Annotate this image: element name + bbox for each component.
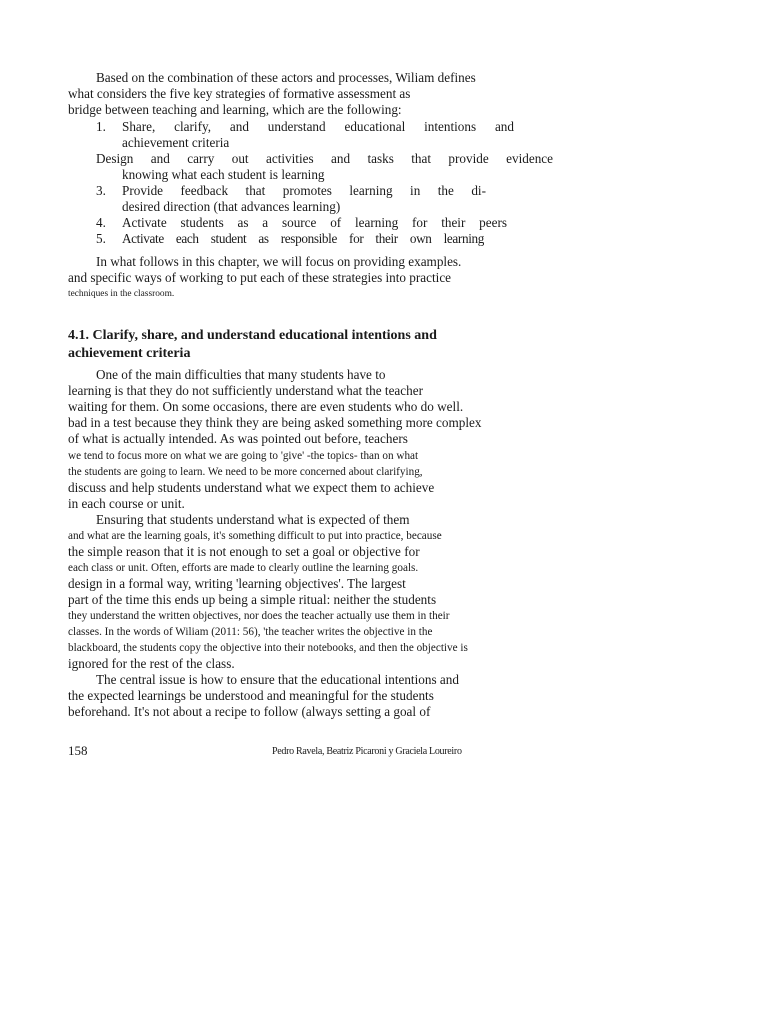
section-title: achievement criteria: [68, 346, 191, 361]
paragraph-line: and specific ways of working to put each of these strategies into practice: [68, 270, 452, 285]
body-line: in each course or unit.: [68, 496, 185, 511]
body-line: beforehand. It's not about a recipe to follow (always setting a goal of: [68, 704, 431, 719]
body-line: design in a formal way, writing 'learning objectives'. The largest: [68, 576, 406, 591]
body-line: classes. In the words of Wiliam (2011: 56), 'the teacher writes the objective in the: [68, 626, 433, 638]
body-line: part of the time this ends up being a simple ritual: neither the students: [68, 592, 437, 607]
paragraph-line: techniques in the classroom.: [68, 289, 175, 299]
list-item-text: knowing what each student is learning: [122, 167, 325, 182]
list-item-number: 5.: [96, 231, 106, 246]
intro-line: bridge between teaching and learning, which are the following:: [68, 102, 402, 117]
list-item-text: Activate students as a source of learning for their peers: [122, 215, 507, 230]
section-title: 4.1. Clarify, share, and understand educational intentions and: [68, 328, 437, 343]
body-line: we tend to focus more on what we are going to 'give' -the topics- than on what: [68, 450, 419, 462]
page-number: 158: [68, 743, 88, 758]
body-line: and what are the learning goals, it's something difficult to put into practice, because: [68, 530, 442, 542]
footer-authors: Pedro Ravela, Beatriz Picaroni y Graciela Loureiro: [272, 746, 462, 757]
list-item-number: 4.: [96, 215, 106, 230]
body-line: of what is actually intended. As was pointed out before, teachers: [68, 431, 408, 446]
list-item-text: desired direction (that advances learning): [122, 199, 341, 214]
body-line: discuss and help students understand what we expect them to achieve: [68, 480, 435, 495]
body-line: learning is that they do not sufficiently understand what the teacher: [68, 383, 423, 398]
body-line: the students are going to learn. We need to be more concerned about clarifying,: [68, 466, 423, 478]
body-line: ignored for the rest of the class.: [68, 656, 235, 671]
list-item-number: 1.: [96, 119, 106, 134]
list-item-text: Provide feedback that promotes learning in the di-: [122, 183, 486, 198]
list-item-text: achievement criteria: [122, 135, 230, 150]
body-line: Ensuring that students understand what is expected of them: [96, 512, 410, 527]
paragraph-line: In what follows in this chapter, we will focus on providing examples.: [96, 254, 462, 269]
body-line: One of the main difficulties that many students have to: [96, 367, 386, 382]
body-line: blackboard, the students copy the objective into their notebooks, and then the objective is: [68, 642, 468, 654]
list-item-text: Share, clarify, and understand educational intentions and: [122, 119, 514, 134]
body-line: the simple reason that it is not enough to set a goal or objective for: [68, 544, 420, 559]
list-item-text: Design and carry out activities and tasks that provide evidence: [96, 151, 553, 166]
body-line: The central issue is how to ensure that the educational intentions and: [96, 672, 459, 687]
list-item-number: 3.: [96, 183, 106, 198]
intro-line: Based on the combination of these actors and processes, Wiliam defines: [96, 70, 476, 85]
body-line: each class or unit. Often, efforts are made to clearly outline the learning goals.: [68, 562, 419, 574]
body-line: they understand the written objectives, nor does the teacher actually use them in their: [68, 610, 450, 622]
body-line: the expected learnings be understood and meaningful for the students: [68, 688, 434, 703]
body-line: bad in a test because they think they are being asked something more complex: [68, 415, 482, 430]
body-line: waiting for them. On some occasions, there are even students who do well.: [68, 399, 464, 414]
intro-line: what considers the five key strategies of formative assessment as: [68, 86, 411, 101]
list-item-text: Activate each student as responsible for their own learning: [122, 231, 484, 246]
